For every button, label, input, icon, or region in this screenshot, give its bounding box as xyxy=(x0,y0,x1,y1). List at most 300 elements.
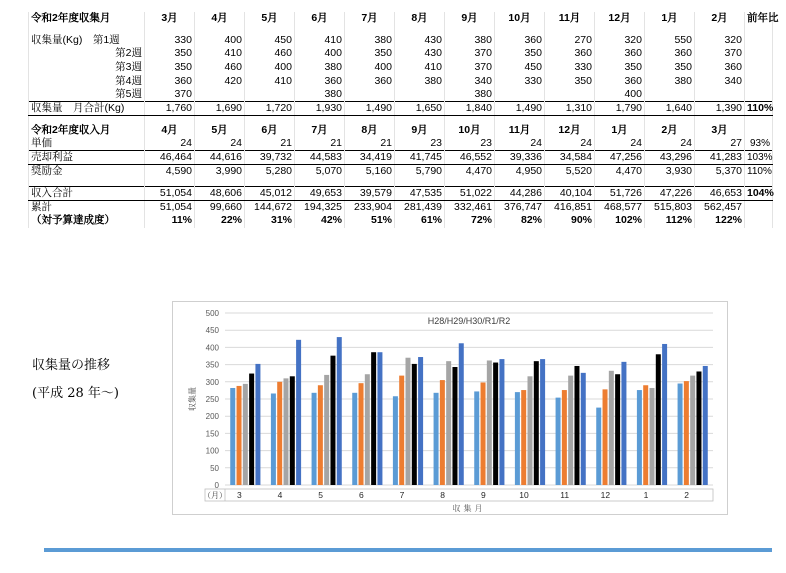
week-value: 380 xyxy=(295,61,345,75)
week-value: 370 xyxy=(445,47,495,61)
chart-caption xyxy=(32,352,119,408)
achievement-value: 90% xyxy=(545,214,595,228)
x-tick-label: 6 xyxy=(358,490,364,500)
week-value xyxy=(695,88,745,102)
bar-R2-5 xyxy=(337,337,342,485)
week-value: 430 xyxy=(395,47,445,61)
bar-H28-9 xyxy=(474,391,479,485)
empty-cell xyxy=(545,26,595,34)
income-total-value: 48,606 xyxy=(195,186,245,200)
bar-R1-12 xyxy=(615,374,620,485)
empty-cell xyxy=(445,116,495,124)
bar-R2-6 xyxy=(377,352,382,485)
income-total-value: 40,104 xyxy=(545,186,595,200)
total-value: 1,490 xyxy=(495,102,545,116)
empty-cell xyxy=(195,26,245,34)
income-value: 24 xyxy=(195,137,245,151)
income-total-value: 47,535 xyxy=(395,186,445,200)
week-value: 350 xyxy=(645,61,695,75)
week-value: 350 xyxy=(345,47,395,61)
achievement-value: 122% xyxy=(695,214,745,228)
week-value xyxy=(395,88,445,102)
chart-title: H28/H29/H30/R1/R2 xyxy=(427,316,511,326)
income-value: 21 xyxy=(345,137,395,151)
income-row xyxy=(29,151,773,165)
total-value: 1,720 xyxy=(245,102,295,116)
month-header: 6月 xyxy=(295,12,345,26)
y-tick-label: 450 xyxy=(205,326,219,336)
bar-H28-11 xyxy=(556,398,561,485)
week-value: 330 xyxy=(545,61,595,75)
empty-cell xyxy=(745,88,773,102)
income-value: 41,283 xyxy=(695,151,745,165)
income-value: 43,296 xyxy=(645,151,695,165)
x-tick-label: 3 xyxy=(236,490,242,500)
income-total-value: 45,012 xyxy=(245,186,295,200)
week-value: 410 xyxy=(245,74,295,88)
income-value: 27 xyxy=(695,137,745,151)
bar-R1-5 xyxy=(330,356,335,485)
total-value: 1,650 xyxy=(395,102,445,116)
week-value: 360 xyxy=(695,61,745,75)
cumulative-value: 416,851 xyxy=(545,200,595,214)
bar-H28-10 xyxy=(515,392,520,485)
month-header: 11月 xyxy=(545,12,595,26)
x-tick-label: 8 xyxy=(440,490,446,500)
empty-cell xyxy=(295,26,345,34)
week-value: 420 xyxy=(195,74,245,88)
income-ratio: 103% xyxy=(745,151,773,165)
empty-cell xyxy=(345,178,395,186)
month-header: 7月 xyxy=(345,12,395,26)
x-tick-label: 2 xyxy=(684,490,690,500)
week-value: 360 xyxy=(345,74,395,88)
cumulative-value: 194,325 xyxy=(295,200,345,214)
total-value: 1,760 xyxy=(145,102,195,116)
income-total-value: 44,286 xyxy=(495,186,545,200)
empty-cell xyxy=(545,178,595,186)
collection-title: 令和2年度収集月 xyxy=(29,12,145,26)
income-value: 5,790 xyxy=(395,165,445,179)
total-value: 1,390 xyxy=(695,102,745,116)
income-row xyxy=(29,137,773,151)
bar-H28-1 xyxy=(637,390,642,485)
income-title: 令和2年度収入月 xyxy=(29,124,145,138)
empty-cell xyxy=(245,116,295,124)
income-value: 46,552 xyxy=(445,151,495,165)
income-value: 4,950 xyxy=(495,165,545,179)
week-value: 360 xyxy=(295,74,345,88)
week-value: 340 xyxy=(695,74,745,88)
income-total-ratio: 104% xyxy=(745,186,773,200)
bar-H29-7 xyxy=(399,376,404,485)
week-value xyxy=(195,88,245,102)
bar-H28-12 xyxy=(596,408,601,485)
achievement-value: 82% xyxy=(495,214,545,228)
bar-chart-svg xyxy=(173,302,729,516)
income-value: 23 xyxy=(395,137,445,151)
bar-R1-3 xyxy=(249,374,254,485)
empty-cell xyxy=(595,26,645,34)
week-value: 350 xyxy=(145,47,195,61)
bar-R2-3 xyxy=(255,364,260,485)
empty-cell xyxy=(745,124,773,138)
income-value: 5,520 xyxy=(545,165,595,179)
empty-cell xyxy=(395,178,445,186)
y-tick-label: 50 xyxy=(210,463,219,473)
y-tick-label: 350 xyxy=(205,360,219,370)
income-total-row xyxy=(29,186,773,200)
bar-R1-2 xyxy=(696,371,701,485)
income-value: 5,280 xyxy=(245,165,295,179)
bar-R1-8 xyxy=(452,367,457,485)
cumulative-row xyxy=(29,200,773,214)
week-row xyxy=(29,74,773,88)
cumulative-value: 144,672 xyxy=(245,200,295,214)
bar-H29-9 xyxy=(481,382,486,485)
cumulative-value: 99,660 xyxy=(195,200,245,214)
bar-R2-2 xyxy=(703,366,708,485)
empty-cell xyxy=(395,116,445,124)
achievement-value: 112% xyxy=(645,214,695,228)
empty-cell xyxy=(245,178,295,186)
month-header: 2月 xyxy=(645,124,695,138)
income-label: 奨励金 xyxy=(29,165,145,179)
y-tick-label: 500 xyxy=(205,309,219,318)
bar-R1-6 xyxy=(371,352,376,485)
week-value: 410 xyxy=(195,47,245,61)
empty-cell xyxy=(745,47,773,61)
week-value: 370 xyxy=(695,47,745,61)
cumulative-value: 515,803 xyxy=(645,200,695,214)
week-label: 第5週 xyxy=(29,88,145,102)
month-header: 5月 xyxy=(245,12,295,26)
income-total-value: 47,226 xyxy=(645,186,695,200)
bar-H29-4 xyxy=(277,382,282,485)
income-value: 41,745 xyxy=(395,151,445,165)
income-value: 3,990 xyxy=(195,165,245,179)
bar-H29-10 xyxy=(521,390,526,485)
empty-cell xyxy=(695,26,745,34)
bar-H30-1 xyxy=(650,388,655,485)
empty-cell xyxy=(645,116,695,124)
week-value: 340 xyxy=(445,74,495,88)
income-total-value: 51,022 xyxy=(445,186,495,200)
bar-H30-4 xyxy=(284,378,289,485)
week-value: 550 xyxy=(645,34,695,48)
income-value: 24 xyxy=(145,137,195,151)
month-header: 8月 xyxy=(345,124,395,138)
week-value: 370 xyxy=(145,88,195,102)
x-tick-label: 9 xyxy=(480,490,486,500)
week-value xyxy=(495,88,545,102)
income-value: 5,070 xyxy=(295,165,345,179)
empty-cell xyxy=(145,178,195,186)
cumulative-value: 233,904 xyxy=(345,200,395,214)
week-value: 410 xyxy=(295,34,345,48)
bar-R2-11 xyxy=(581,373,586,485)
bar-H29-2 xyxy=(684,381,689,485)
achievement-value: 61% xyxy=(395,214,445,228)
y-axis-label: 収集量 xyxy=(188,387,197,411)
bar-H30-11 xyxy=(568,376,573,485)
week-label: 第3週 xyxy=(29,61,145,75)
income-value: 23 xyxy=(445,137,495,151)
y-tick-label: 0 xyxy=(214,481,219,490)
income-value: 34,419 xyxy=(345,151,395,165)
achievement-label: （対予算達成度） xyxy=(29,214,145,228)
income-value: 24 xyxy=(595,137,645,151)
total-value: 1,310 xyxy=(545,102,595,116)
income-total-value: 49,653 xyxy=(295,186,345,200)
week-value: 370 xyxy=(445,61,495,75)
week-value: 400 xyxy=(595,88,645,102)
bar-R2-4 xyxy=(296,340,301,485)
week-value: 450 xyxy=(245,34,295,48)
x-tick-label: 4 xyxy=(277,490,283,500)
week-value: 350 xyxy=(495,47,545,61)
week-value: 360 xyxy=(495,34,545,48)
bar-H30-12 xyxy=(609,371,614,485)
month-header: 8月 xyxy=(395,12,445,26)
empty-cell xyxy=(295,116,345,124)
week-value: 350 xyxy=(545,74,595,88)
total-value: 1,640 xyxy=(645,102,695,116)
income-row xyxy=(29,165,773,179)
week-value: 380 xyxy=(395,74,445,88)
bar-R2-9 xyxy=(499,359,504,485)
month-header: 4月 xyxy=(145,124,195,138)
income-value: 24 xyxy=(495,137,545,151)
bar-H28-5 xyxy=(312,393,317,485)
month-header: 3月 xyxy=(695,124,745,138)
income-ratio: 110% xyxy=(745,165,773,179)
week-value: 460 xyxy=(195,61,245,75)
collection-chart xyxy=(172,301,728,515)
month-header: 2月 xyxy=(695,12,745,26)
empty-cell xyxy=(445,178,495,186)
empty-cell xyxy=(295,178,345,186)
income-value: 39,732 xyxy=(245,151,295,165)
month-header: 4月 xyxy=(195,12,245,26)
bar-H30-10 xyxy=(528,376,533,485)
week-value: 360 xyxy=(145,74,195,88)
empty-cell xyxy=(345,116,395,124)
caption-subtitle: (平成 28 年～) xyxy=(32,386,119,401)
total-value: 1,840 xyxy=(445,102,495,116)
achievement-value: 42% xyxy=(295,214,345,228)
total-label: 収集量 月合計(Kg) xyxy=(29,102,145,116)
income-value: 4,470 xyxy=(595,165,645,179)
bar-H30-8 xyxy=(446,361,451,485)
bar-H28-8 xyxy=(434,393,439,485)
cumulative-value: 51,054 xyxy=(145,200,195,214)
week-row xyxy=(29,34,773,48)
empty-cell xyxy=(745,74,773,88)
bar-H29-8 xyxy=(440,380,445,485)
week-value: 360 xyxy=(645,47,695,61)
week-row xyxy=(29,47,773,61)
empty-cell xyxy=(395,26,445,34)
bar-H28-4 xyxy=(271,393,276,485)
empty-cell xyxy=(595,178,645,186)
income-total-value: 39,579 xyxy=(345,186,395,200)
week-value: 270 xyxy=(545,34,595,48)
bar-R1-10 xyxy=(534,361,539,485)
empty-cell xyxy=(745,61,773,75)
income-value: 3,930 xyxy=(645,165,695,179)
empty-cell xyxy=(495,26,545,34)
month-header: 3月 xyxy=(145,12,195,26)
empty-cell xyxy=(345,26,395,34)
week-value: 360 xyxy=(545,47,595,61)
month-header: 7月 xyxy=(295,124,345,138)
x-axis-label: 収集月 xyxy=(452,504,486,513)
x-tick-label: 5 xyxy=(318,490,324,500)
income-total-value: 46,653 xyxy=(695,186,745,200)
income-value: 44,616 xyxy=(195,151,245,165)
week-value: 400 xyxy=(295,47,345,61)
spacer-row xyxy=(29,178,773,186)
income-label: 単価 xyxy=(29,137,145,151)
bar-H30-6 xyxy=(365,374,370,485)
week-value: 350 xyxy=(595,61,645,75)
empty-cell xyxy=(745,116,773,124)
week-value: 330 xyxy=(495,74,545,88)
bar-H28-2 xyxy=(678,384,683,485)
bar-H30-7 xyxy=(406,358,411,485)
week-value: 430 xyxy=(395,34,445,48)
cumulative-value: 281,439 xyxy=(395,200,445,214)
income-value: 47,256 xyxy=(595,151,645,165)
empty-cell xyxy=(645,178,695,186)
bar-H29-5 xyxy=(318,385,323,485)
income-total-value: 51,726 xyxy=(595,186,645,200)
week-value: 320 xyxy=(595,34,645,48)
total-ratio: 110% xyxy=(745,102,773,116)
week-value: 380 xyxy=(445,88,495,102)
cumulative-value: 468,577 xyxy=(595,200,645,214)
week-value: 400 xyxy=(195,34,245,48)
month-header: 6月 xyxy=(245,124,295,138)
month-header: 9月 xyxy=(445,12,495,26)
bar-R1-1 xyxy=(656,354,661,485)
bar-H28-3 xyxy=(230,388,235,485)
cumulative-label: 累計 xyxy=(29,200,145,214)
empty-cell xyxy=(695,178,745,186)
bar-R2-8 xyxy=(459,343,464,485)
income-value: 21 xyxy=(245,137,295,151)
total-value: 1,490 xyxy=(345,102,395,116)
bar-R2-12 xyxy=(621,362,626,485)
empty-cell xyxy=(29,26,145,34)
bar-R1-11 xyxy=(574,366,579,485)
bar-H29-1 xyxy=(643,385,648,485)
cumulative-value: 332,461 xyxy=(445,200,495,214)
y-tick-label: 200 xyxy=(205,412,219,422)
empty-cell xyxy=(745,214,773,228)
empty-cell xyxy=(595,116,645,124)
empty-cell xyxy=(745,26,773,34)
week-value: 460 xyxy=(245,47,295,61)
empty-cell xyxy=(745,34,773,48)
x-tick-label: 1 xyxy=(643,490,649,500)
empty-cell xyxy=(29,178,145,186)
week-value: 360 xyxy=(595,47,645,61)
x-tick-label: 7 xyxy=(399,490,405,500)
achievement-value: 22% xyxy=(195,214,245,228)
bar-H29-12 xyxy=(603,389,608,485)
bar-H29-6 xyxy=(359,383,364,485)
collection-header-row xyxy=(29,12,773,26)
month-header: 9月 xyxy=(395,124,445,138)
income-value: 39,336 xyxy=(495,151,545,165)
x-unit-label: （月） xyxy=(203,491,227,500)
ratio-header: 前年比 xyxy=(745,12,773,26)
income-ratio: 93% xyxy=(745,137,773,151)
income-value: 21 xyxy=(295,137,345,151)
empty-cell xyxy=(645,26,695,34)
y-tick-label: 250 xyxy=(205,395,219,404)
bar-H29-11 xyxy=(562,390,567,485)
income-total-value: 51,054 xyxy=(145,186,195,200)
caption-title: 収集量の推移 xyxy=(32,358,111,373)
total-value: 1,790 xyxy=(595,102,645,116)
week-row xyxy=(29,88,773,102)
week-value xyxy=(245,88,295,102)
x-tick-label: 10 xyxy=(519,490,529,500)
collection-total-row xyxy=(29,102,773,116)
bar-H30-5 xyxy=(324,375,329,485)
income-value: 4,470 xyxy=(445,165,495,179)
achievement-row xyxy=(29,214,773,228)
bar-H30-9 xyxy=(487,360,492,485)
week-value: 410 xyxy=(395,61,445,75)
empty-cell xyxy=(245,26,295,34)
y-tick-label: 100 xyxy=(205,446,219,456)
income-value: 4,590 xyxy=(145,165,195,179)
week-value xyxy=(545,88,595,102)
bar-H28-7 xyxy=(393,396,398,485)
month-header: 1月 xyxy=(645,12,695,26)
bar-H28-6 xyxy=(352,393,357,485)
month-header: 5月 xyxy=(195,124,245,138)
x-tick-label: 12 xyxy=(600,490,611,500)
month-header: 1月 xyxy=(595,124,645,138)
income-value: 34,584 xyxy=(545,151,595,165)
income-value: 5,370 xyxy=(695,165,745,179)
empty-cell xyxy=(195,116,245,124)
achievement-value: 11% xyxy=(145,214,195,228)
month-header: 12月 xyxy=(545,124,595,138)
bar-H30-2 xyxy=(690,376,695,485)
income-header-row xyxy=(29,124,773,138)
income-value: 5,160 xyxy=(345,165,395,179)
empty-cell xyxy=(145,116,195,124)
week-value: 320 xyxy=(695,34,745,48)
month-header: 10月 xyxy=(495,12,545,26)
income-value: 46,464 xyxy=(145,151,195,165)
x-tick-label: 11 xyxy=(560,490,570,500)
week-value: 350 xyxy=(145,61,195,75)
income-value: 24 xyxy=(645,137,695,151)
bar-R2-7 xyxy=(418,357,423,485)
achievement-value: 102% xyxy=(595,214,645,228)
week-value: 380 xyxy=(295,88,345,102)
month-header: 10月 xyxy=(445,124,495,138)
empty-cell xyxy=(745,178,773,186)
bar-R2-1 xyxy=(662,344,667,485)
